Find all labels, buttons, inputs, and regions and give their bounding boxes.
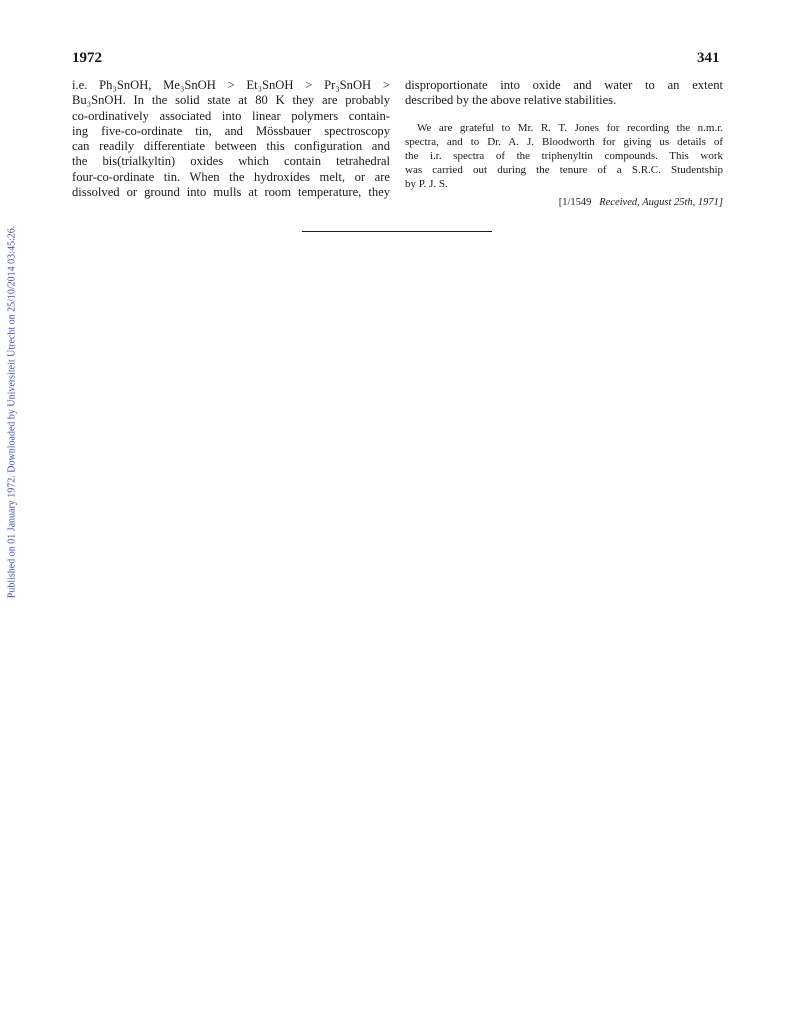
manuscript-ref: [1/1549: [558, 196, 592, 208]
ack-line: the i.r. spectra of the triphenyltin compounds. This work: [405, 149, 723, 162]
text-line: the bis(trialkyltin) oxides which contain tetrahedral: [72, 154, 390, 169]
received-date: [405, 195, 723, 210]
ack-line: was carried out during the tenure of a S.R.C. Studentship: [405, 163, 723, 176]
text-line: i.e. Ph₃SnOH, Me₃SnOH > Et₃SnOH > Pr₃SnOH >: [72, 78, 390, 92]
running-head-year: 1972: [72, 50, 102, 66]
page-number: 341: [697, 50, 720, 66]
body-paragraph: [72, 78, 390, 200]
acknowledgement-paragraph: [405, 121, 723, 191]
text-line: four-co-ordinate tin. When the hydroxides melt, or are: [72, 169, 390, 184]
text-line: can readily differentiate between this configuration and: [72, 139, 390, 154]
ack-line: by P. J. S.: [405, 177, 448, 190]
body-paragraph: [405, 78, 723, 109]
left-column: [72, 78, 390, 200]
text-line: Bu₃SnOH. In the solid state at 80 K they are probably: [72, 93, 390, 108]
text-line: co-ordinatively associated into linear polymers contain-: [72, 108, 390, 123]
ack-line: We are grateful to Mr. R. T. Jones for recording the n.m.r.: [417, 121, 723, 134]
end-rule: [302, 231, 492, 232]
download-watermark-text: Published on 01 January 1972. Downloaded by Universiteit Utrecht on 25/10/2014 03:45:26.: [6, 225, 18, 599]
download-watermark: [2, 212, 22, 612]
text-line: described by the above relative stabilities.: [405, 93, 617, 108]
text-line: dissolved or ground into mulls at room temperature, they: [72, 185, 390, 200]
ack-line: spectra, and to Dr. A. J. Bloodworth for giving us details of: [405, 135, 723, 148]
text-line: disproportionate into oxide and water to an extent: [405, 78, 723, 92]
right-column: [405, 78, 723, 210]
received-label: Received, August 25th, 1971]: [599, 196, 723, 208]
text-line: ing five-co-ordinate tin, and Mössbauer spectroscopy: [72, 123, 390, 138]
